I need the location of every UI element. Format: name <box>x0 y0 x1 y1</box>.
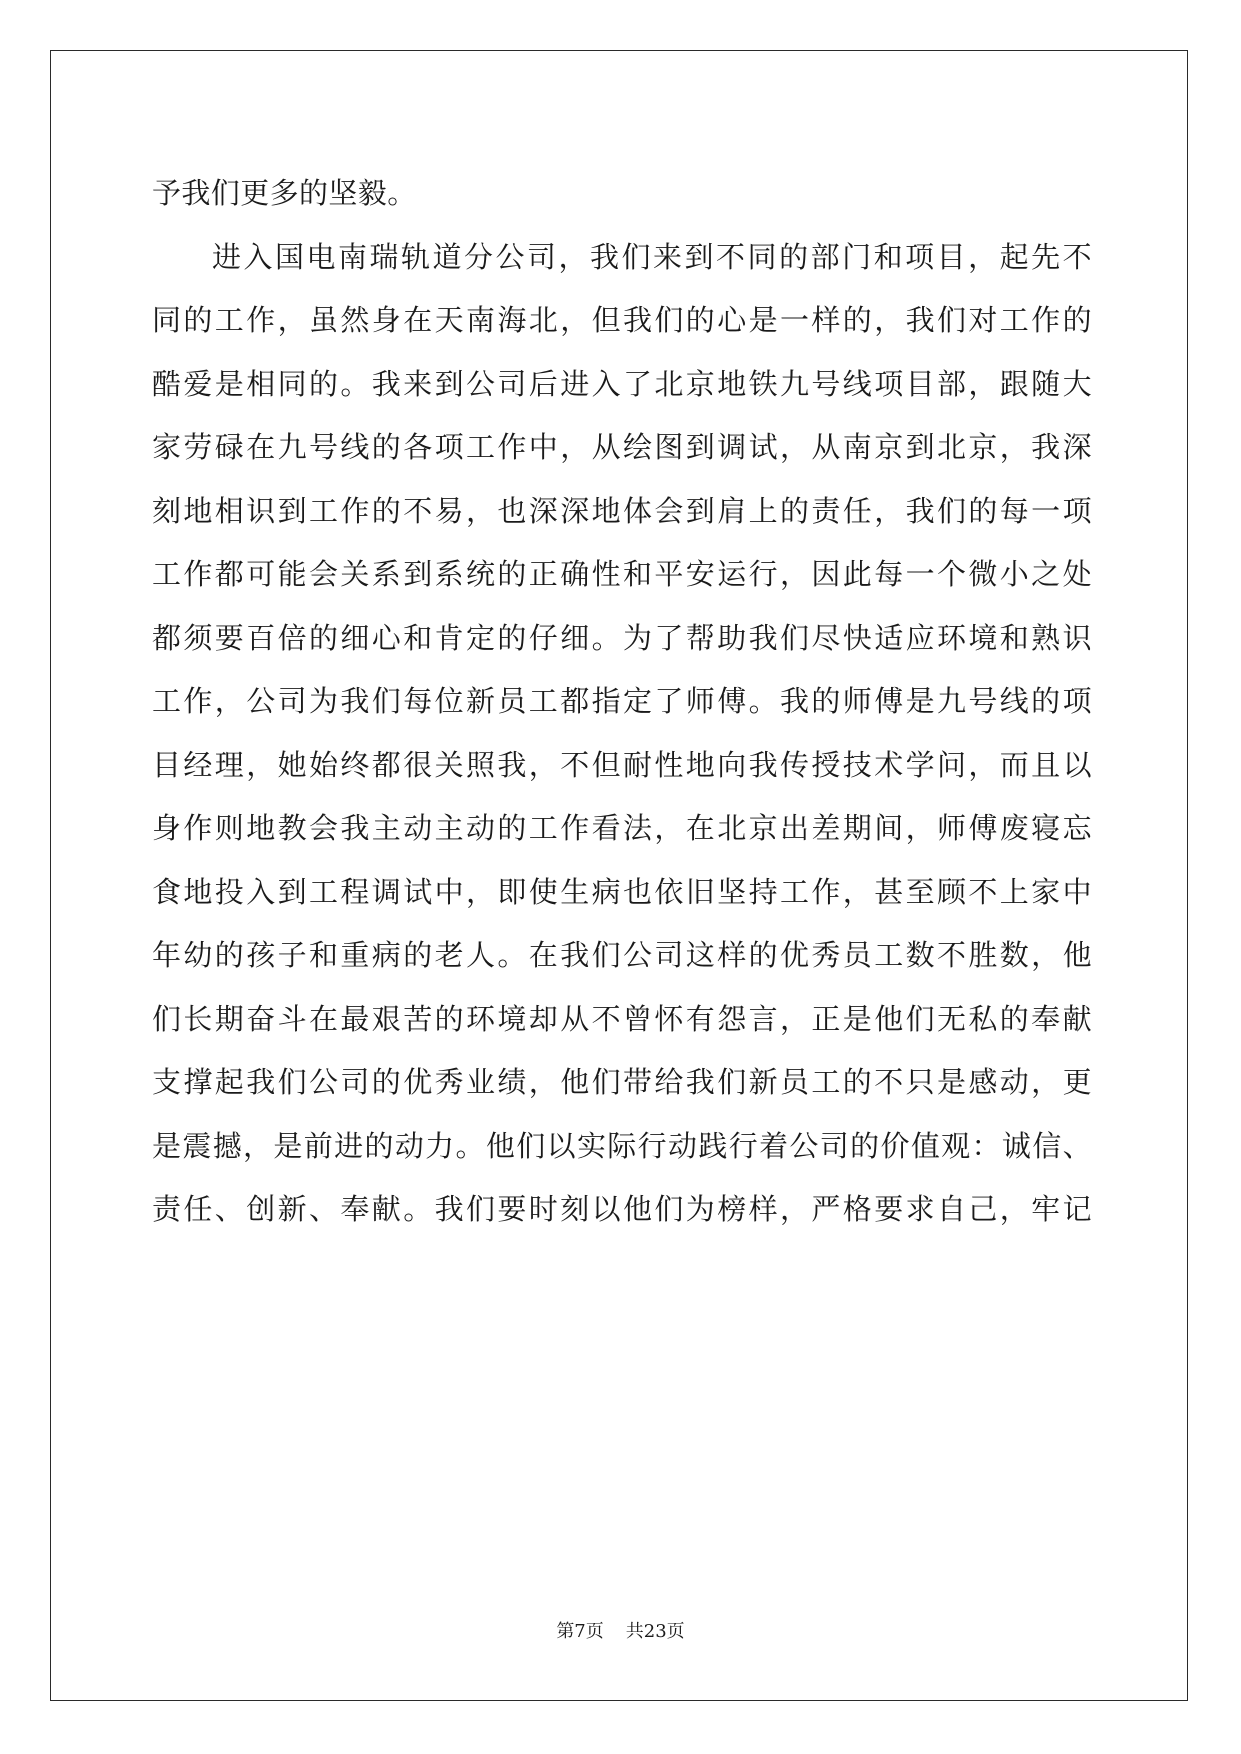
text-line: 工作，公司为我们每位新员工都指定了师傅。我的师傅是九号线的项 <box>152 684 1092 718</box>
page-footer <box>0 1617 1241 1643</box>
text-line: 同的工作，虽然身在天南海北，但我们的心是一样的，我们对工作的 <box>152 303 1092 337</box>
text-line: 支撑起我们公司的优秀业绩，他们带给我们新员工的不只是感动，更 <box>152 1065 1092 1099</box>
text-line: 身作则地教会我主动主动的工作看法，在北京出差期间，师傅废寝忘 <box>152 811 1092 845</box>
document-body <box>152 162 1092 1242</box>
text-line: 刻地相识到工作的不易，也深深地体会到肩上的责任，我们的每一项 <box>152 493 1092 528</box>
text-line: 食地投入到工程调试中，即使生病也依旧坚持工作，甚至顾不上家中 <box>152 874 1092 909</box>
text-line: 们长期奋斗在最艰苦的环境却从不曾怀有怨言，正是他们无私的奉献 <box>152 1001 1092 1036</box>
text-line: 予我们更多的坚毅。 <box>152 176 417 210</box>
text-line: 家劳碌在九号线的各项工作中，从绘图到调试，从南京到北京，我深 <box>152 430 1092 464</box>
page-total: 共23页 <box>625 1621 685 1642</box>
text-line: 进入国电南瑞轨道分公司，我们来到不同的部门和项目，起先不 <box>212 239 1092 274</box>
page-number: 第7页 <box>556 1621 604 1642</box>
text-line: 都须要百倍的细心和肯定的仔细。为了帮助我们尽快适应环境和熟识 <box>152 620 1092 655</box>
text-line: 责任、创新、奉献。我们要时刻以他们为榜样，严格要求自己，牢记 <box>152 1192 1092 1226</box>
text-line: 目经理，她始终都很关照我，不但耐性地向我传授技术学问，而且以 <box>152 747 1092 782</box>
text-line: 工作都可能会关系到系统的正确性和平安运行，因此每一个微小之处 <box>152 557 1092 591</box>
text-line: 是震撼，是前进的动力。他们以实际行动践行着公司的价值观：诚信、 <box>152 1128 1092 1163</box>
text-line: 年幼的孩子和重病的老人。在我们公司这样的优秀员工数不胜数，他 <box>152 938 1092 972</box>
text-line: 酷爱是相同的。我来到公司后进入了北京地铁九号线项目部，跟随大 <box>152 366 1092 401</box>
